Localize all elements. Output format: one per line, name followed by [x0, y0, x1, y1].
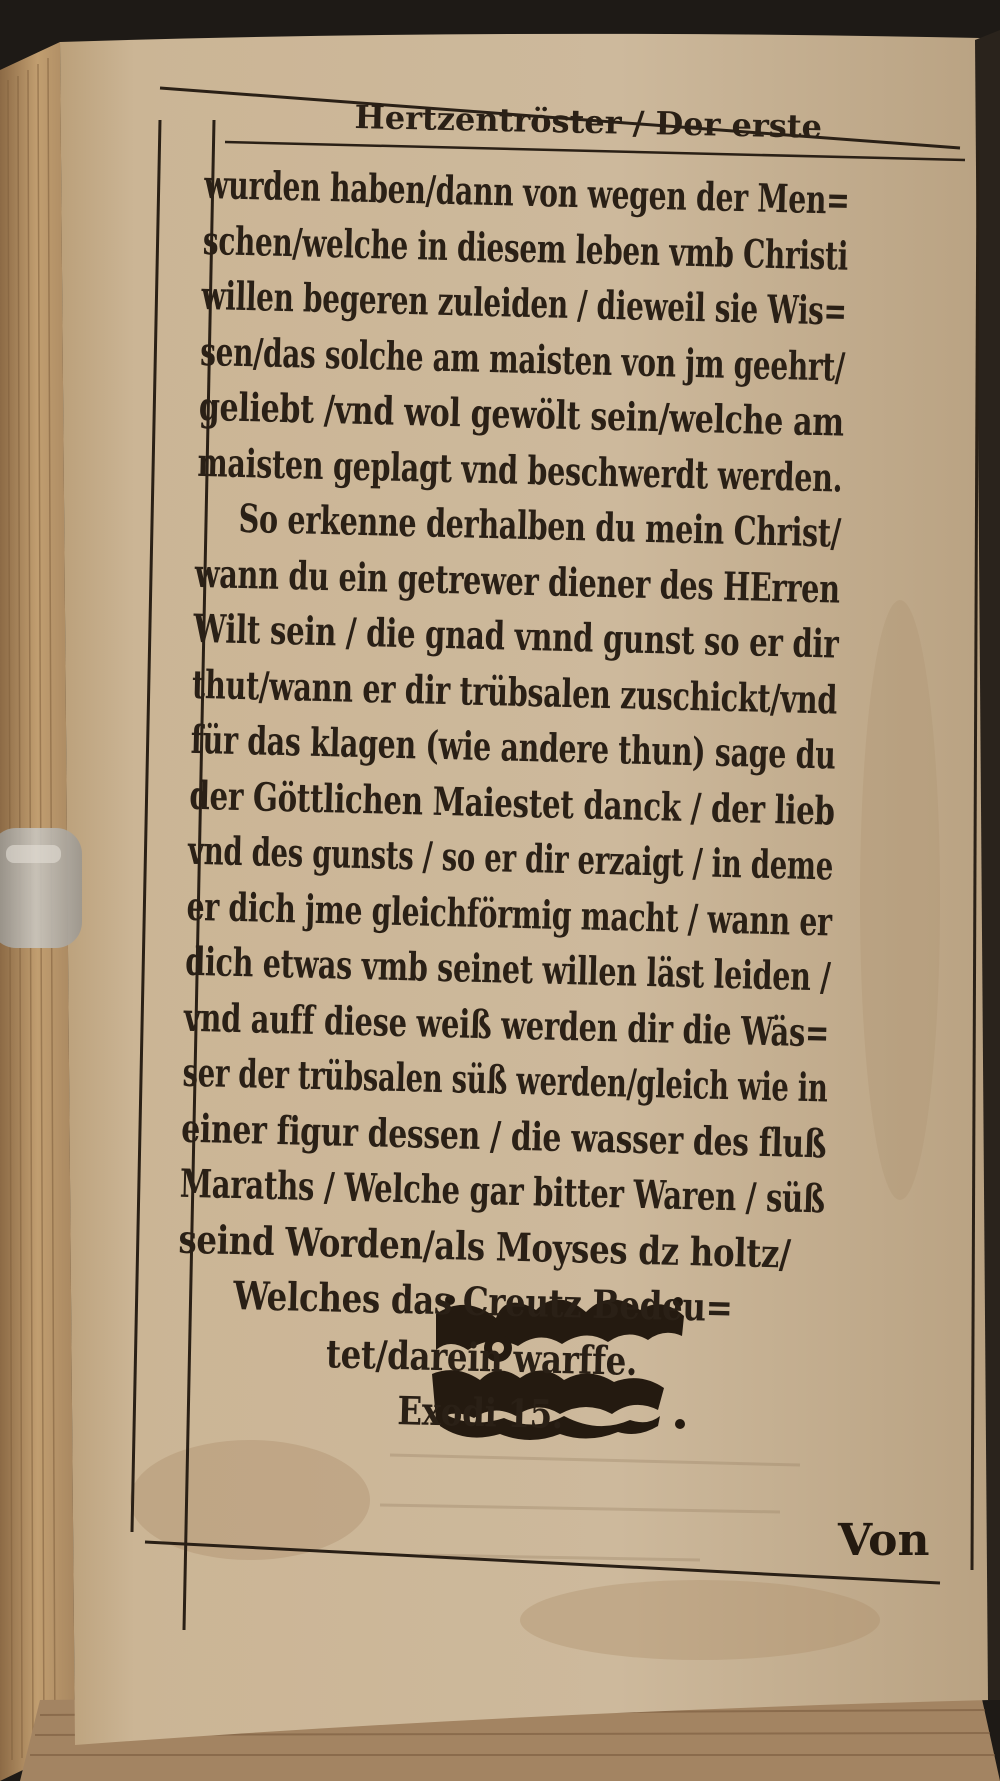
text-line: für das klagen (wie andere thun) sage du	[190, 716, 837, 779]
text-line: maisten geplagt vnd beschwerdt werden.	[196, 439, 843, 502]
catchword: Von	[838, 1515, 930, 1566]
text-line: Exodi 15.	[396, 1388, 564, 1439]
page-tab	[0, 828, 82, 948]
text-line: ser der trübsalen süß werden/gleich wie in	[182, 1049, 829, 1112]
text-line: Welches das Creutz Bedeu=	[232, 1273, 734, 1332]
text-line: sen/das solche am maisten von jm geehrt/	[199, 328, 846, 391]
text-line: vnd auff diese weiß werden dir die Wäs=	[183, 994, 830, 1056]
text-line: vnd des gunsts / so er dir erzaigt / in deme	[187, 827, 834, 890]
text-line: schen/welche in diesem leben vmb Christi	[202, 217, 849, 280]
text-line: So erkenne derhalben du mein Christ/	[238, 495, 842, 557]
text-line: einer figur dessen / die wasser des fluß	[180, 1105, 827, 1167]
text-line: willen begeren zuleiden / dieweil sie Wis=	[201, 272, 848, 335]
text-line: thut/wann er dir trübsalen zuschickt/vnd	[191, 661, 838, 724]
running-head: Hertzentröster / Der erste	[354, 98, 823, 146]
text-line: dich etwas vmb seinet willen läst leiden /	[184, 938, 832, 1001]
text-line: Wilt sein / die gnad vnnd gunst so er dir	[192, 605, 839, 668]
text-line: geliebt /vnd wol gewölt sein/welche am	[198, 383, 845, 446]
body-text	[174, 158, 980, 1453]
text-line: seind Worden/als Moyses dz holtz/	[178, 1216, 792, 1278]
text-line: wurden haben/dann von wegen der Men=	[203, 161, 851, 224]
text-line: wann du ein getrewer diener des HErren	[194, 550, 841, 613]
text-line: Maraths / Welche gar bitter Waren / süß	[179, 1160, 826, 1223]
text-line: tet/darein warffe.	[325, 1330, 638, 1385]
text-line: er dich jme gleichförmig macht / wann er	[186, 883, 833, 946]
text-line: der Göttlichen Maiestet danck / der lieb	[188, 772, 836, 835]
